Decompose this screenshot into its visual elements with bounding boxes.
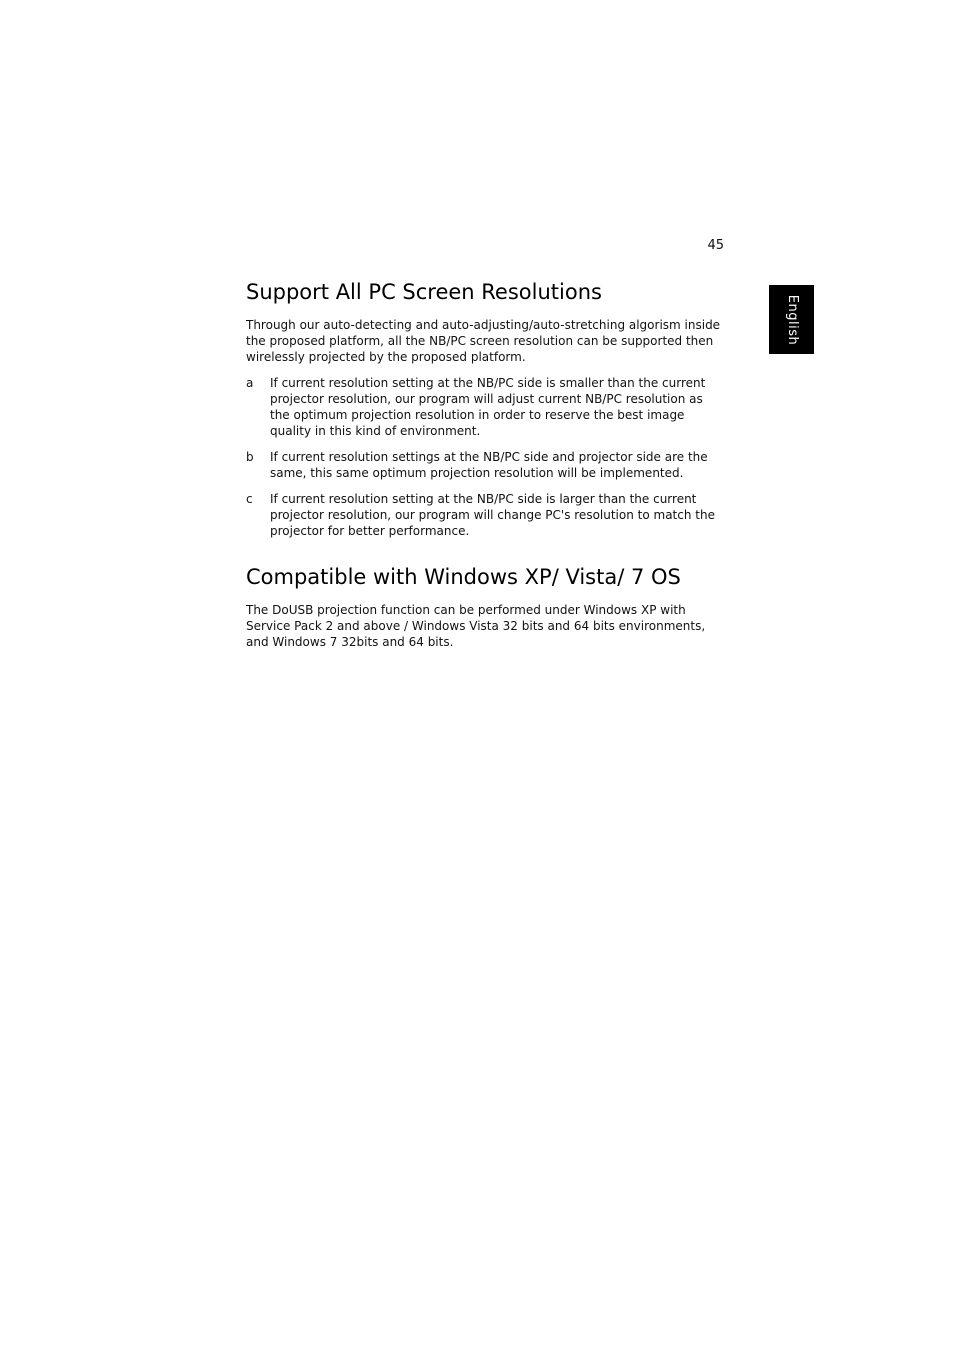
section-screen-resolutions [246,278,722,539]
list-item-marker: b [246,450,254,464]
language-tab-label: English [784,294,800,345]
resolution-list [246,375,722,539]
list-item [246,375,722,439]
list-item-marker: a [246,376,254,390]
list-item-marker: c [246,492,253,506]
section-windows-compatibility [246,563,722,650]
list-item-text: If current resolution setting at the NB/PC side is smaller than the current projector resolution, our program will adjust current NB/PC resolution as the optimum projection resolution in order to reserve the best image quality in this kind of environment. [270,376,706,438]
section-intro: Through our auto-detecting and auto-adjusting/auto-stretching algorism inside the proposed platform, all the NB/PC screen resolution can be supported then wirelessly projected by the proposed platform. [246,318,721,364]
section-title: Support All PC Screen Resolutions [246,280,602,304]
list-item-text: If current resolution setting at the NB/PC side is larger than the current projector resolution, our program will change PC's resolution to match the projector for better performance. [270,492,715,538]
list-item-text: If current resolution settings at the NB/PC side and projector side are the same, this same optimum projection resolution will be implemented. [270,450,708,480]
list-item [246,491,722,539]
page-content [246,278,722,650]
section-title: Compatible with Windows XP/ Vista/ 7 OS [246,565,681,589]
list-item [246,449,722,481]
section-intro: The DoUSB projection function can be performed under Windows XP with Service Pack 2 and above / Windows Vista 32 bits and 64 bits environments, and Windows 7 32bits and 64 bits. [246,603,706,649]
page-number: 45 [707,238,724,253]
language-tab [769,285,814,354]
